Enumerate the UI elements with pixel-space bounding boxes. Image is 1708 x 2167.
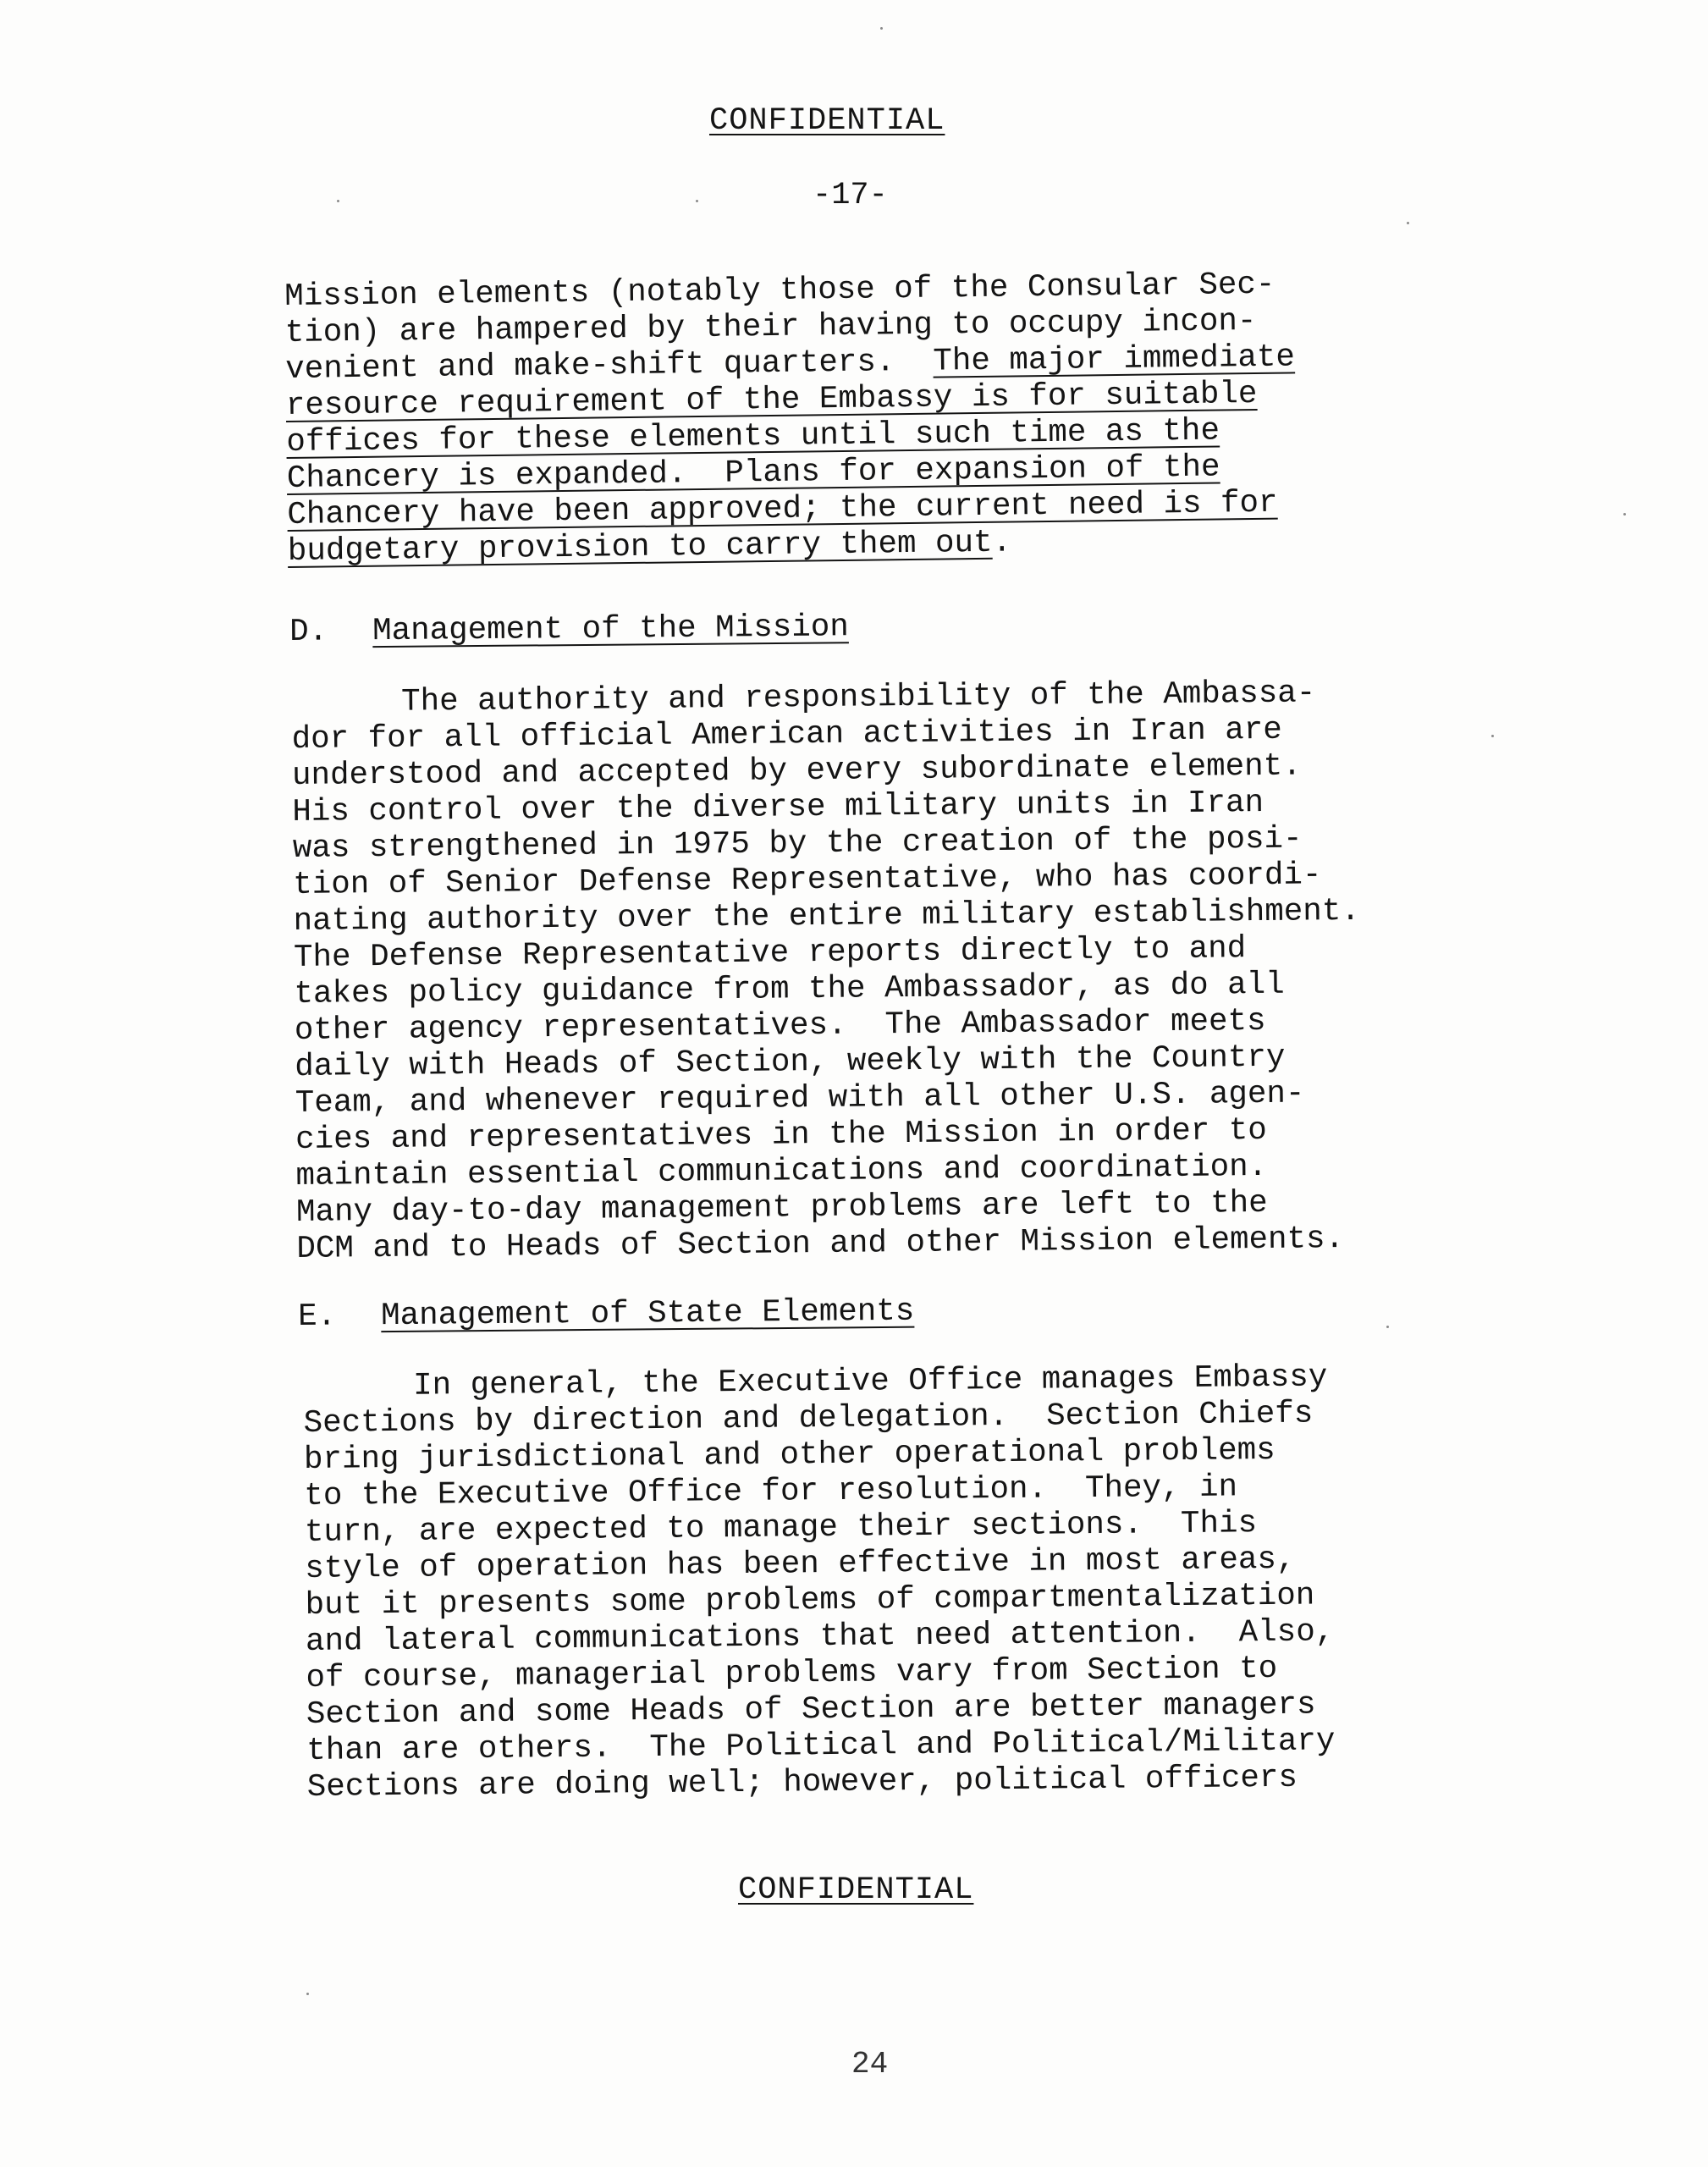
text-line: Section and some Heads of Section are better managers [306, 1687, 1316, 1733]
section-heading-d [289, 609, 849, 650]
scan-speck [337, 200, 339, 202]
stamped-page-number: 24 [851, 2047, 889, 2082]
text-line: tion) are hampered by their having to occupy incon- [284, 303, 1257, 351]
text-line: than are others. The Political and Political/Military [306, 1723, 1336, 1769]
paragraph-management-mission [291, 675, 1364, 1268]
underlined-segment: budgetary provision to carry them out [287, 525, 993, 570]
scan-speck [1407, 222, 1409, 224]
scan-speck [880, 27, 883, 30]
text-line: and lateral communications that need attention. Also, [305, 1614, 1335, 1660]
underlined-line: Chancery is expanded. Plans for expansion of the [286, 449, 1220, 497]
section-title: Management of the Mission [372, 609, 849, 650]
scan-speck [1386, 1326, 1389, 1328]
section-letter: E. [298, 1299, 337, 1335]
underlined-segment: The major immediate [933, 339, 1296, 380]
text-line: The authority and responsibility of the Ambassa- [400, 675, 1316, 720]
page-number: -17- [813, 178, 888, 213]
text-line: dor for all official American activities in Iran are [291, 712, 1282, 758]
scan-speck [1491, 735, 1494, 737]
text-line: bring jurisdictional and other operational problems [303, 1432, 1275, 1478]
text-line: His control over the diverse military units in Iran [292, 785, 1264, 830]
text-line: understood and accepted by every subordinate element. [291, 748, 1302, 794]
section-letter: D. [289, 614, 328, 650]
text-line: takes policy guidance from the Ambassador, as do all [294, 967, 1285, 1012]
classification-header: CONFIDENTIAL [709, 103, 945, 139]
text-line: of course, managerial problems vary from Section to [306, 1651, 1278, 1696]
text-line: Many day-to-day management problems are left to the [295, 1185, 1268, 1231]
text-line: cies and representatives in the Mission in order to [295, 1112, 1267, 1158]
text-line: other agency representatives. The Ambassador meets [294, 1003, 1266, 1049]
text-line: Sections by direction and delegation. Section Chiefs [303, 1396, 1314, 1442]
text-line: maintain essential communications and coordination. [295, 1149, 1268, 1194]
scan-speck [696, 200, 698, 202]
text-line: Mission elements (notably those of the Consular Sec- [284, 267, 1275, 315]
text-line: Team, and whenever required with all other U.S. agen- [295, 1076, 1305, 1122]
underlined-line: Chancery have been approved; the current need is for [287, 485, 1278, 533]
paragraph-management-state [303, 1359, 1336, 1806]
text-line: The Defense Representative reports directly to and [293, 931, 1247, 976]
classification-footer: CONFIDENTIAL [738, 1872, 974, 1908]
section-title: Management of State Elements [380, 1293, 915, 1335]
scan-speck [306, 1993, 309, 1995]
text-line: turn, are expected to manage their sections. This [304, 1506, 1258, 1551]
text-line: to the Executive Office for resolution. They, in [304, 1469, 1238, 1514]
scan-speck [1623, 513, 1626, 516]
section-heading-e [298, 1294, 914, 1335]
text-line: nating authority over the entire military establishment. [293, 893, 1361, 940]
text-line: style of operation has been effective in most areas, [305, 1541, 1296, 1587]
text-segment: venient and make-shift quarters. [285, 344, 934, 388]
underlined-line: resource requirement of the Embassy is for suitable [285, 376, 1258, 424]
text-line: tion of Senior Defense Representative, who has coordi- [293, 857, 1322, 903]
paragraph-chancery [284, 267, 1298, 571]
underlined-line: offices for these elements until such time as the [286, 413, 1220, 460]
text-line: In general, the Executive Office manages Embassy [412, 1359, 1328, 1404]
text-line: Sections are doing well; however, political officers [306, 1760, 1298, 1806]
text-line: daily with Heads of Section, weekly with the Country [295, 1039, 1286, 1085]
text-line: but it presents some problems of compartmentalization [305, 1578, 1315, 1624]
text-line: was strengthened in 1975 by the creation of the posi- [292, 821, 1303, 867]
text-line: DCM and to Heads of Section and other Mission elements. [296, 1221, 1345, 1267]
text-segment: . [992, 525, 1012, 561]
